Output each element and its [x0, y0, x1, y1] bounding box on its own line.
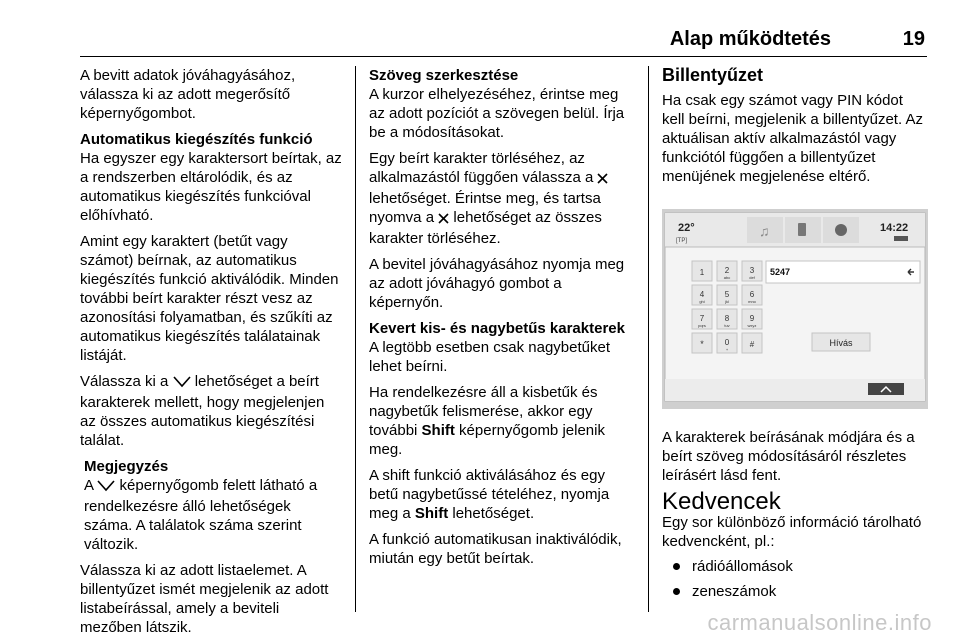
key-digit: 7	[699, 314, 705, 323]
column-divider	[355, 66, 356, 612]
paragraph: A karakterek beírásának módjára és a beírt szöveg módosításáról részletes leírásért lásd fent.	[662, 429, 915, 484]
key-digit: 5	[724, 290, 730, 299]
key-digit: #	[749, 340, 755, 349]
phone-icon	[798, 223, 806, 236]
column-right	[662, 66, 928, 601]
clock-readout: 14:22	[880, 222, 909, 234]
key-digit: 2	[724, 266, 730, 275]
favorites-heading: Kedvencek	[662, 488, 781, 515]
keypad-screen-image	[662, 209, 928, 409]
note-text: A képernyőgomb felett látható a rendelkezésre álló lehetőségek száma. A találatok száma szerint változik.	[84, 477, 318, 553]
info-icon	[835, 224, 847, 236]
key-digit: 3	[749, 266, 755, 275]
key-digit: *	[700, 339, 704, 349]
key-letters: jkl	[725, 299, 729, 304]
chevron-down-icon	[173, 374, 191, 393]
paragraph: A legtöbb esetben csak nagybetűket lehet beírni.	[369, 339, 611, 375]
note-title: Megjegyzés	[84, 458, 169, 475]
tp-label: [TP]	[676, 238, 688, 244]
shift-label: Shift	[414, 505, 449, 522]
paragraph: A bevitel jóváhagyásához nyomja meg az adott jóváhagyó gombot a képernyőn.	[369, 256, 625, 311]
column-divider	[648, 66, 649, 612]
paragraph: Egy beírt karakter törléséhez, az alkalmazástól függően válassza a lehetőséget. Érintse meg, és tartsa nyomva a lehetőséget az összes karakter törléséhez.	[369, 149, 635, 248]
key-letters: pqrs	[698, 323, 706, 328]
paragraph: A funkció automatikusan inaktiválódik, miután egy betűt beírtak.	[369, 531, 622, 567]
paragraph: Válassza ki az adott listaelemet. A billentyűzet ismét megjelenik az adott listabeírással, amely a beviteli mezőben látszik.	[80, 562, 329, 636]
paragraph: Ha egyszer egy karaktersort beírtak, az a rendszerben eltárolódik, és az automatikus kiegészítés funkcióval előhívható.	[80, 150, 342, 224]
call-button-label: Hívás	[829, 338, 853, 348]
autocomplete-heading: Automatikus kiegészítés funkció	[80, 131, 313, 148]
note-box	[84, 457, 342, 554]
paragraph: Amint egy karaktert (betűt vagy számot) beírnak, az automatikus kiegészítés funkció aktiválódik. Minden további beírt karakter részt vesz az azonosítási folyamatban, és szűkíti az automatikus kiegészítés találatainak listáját.	[80, 233, 339, 364]
key-digit: 8	[724, 314, 730, 323]
key-letters: abc	[723, 275, 731, 280]
watermark: carmanualsonline.info	[707, 610, 932, 635]
battery-icon	[894, 236, 908, 241]
page-header	[80, 26, 927, 57]
shift-label: Shift	[421, 422, 455, 439]
key-digit: 1	[699, 268, 705, 277]
paragraph: A shift funkció aktiválásához és egy betű nagybetűssé tételéhez, nyomja meg a Shift lehetőséget.	[369, 467, 610, 522]
key-digit: 6	[749, 290, 755, 299]
mixed-case-heading: Kevert kis- és nagybetűs karakterek	[369, 320, 625, 337]
chevron-down-icon	[97, 478, 115, 497]
paragraph: A bevitt adatok jóváhagyásához, válassza ki az adott megerősítő képernyőgombot.	[80, 67, 296, 122]
chevron-up-button	[868, 383, 904, 395]
paragraph: A kurzor elhelyezéséhez, érintse meg az adott pozíciót a szövegen belül. Írja be a módosításokat.	[369, 86, 625, 141]
keyboard-heading: Billentyűzet	[662, 65, 764, 85]
close-icon	[438, 210, 449, 229]
paragraph: Válassza ki a lehetőséget a beírt karakterek mellett, hogy megjelenjen az összes automatikus kiegészítési találat.	[80, 373, 325, 449]
paragraph: Ha rendelkezésre áll a kisbetűk és nagybetűk felismerése, akkor egy további Shift képernyőgomb jelenik meg.	[369, 384, 605, 458]
column-middle	[369, 66, 635, 575]
key-letters: ghi	[699, 299, 705, 304]
key-letters: wxyz	[747, 323, 757, 328]
temperature-readout: 22°	[678, 222, 695, 234]
key-letters: mno	[748, 299, 756, 304]
key-digit: 0	[724, 338, 730, 347]
paragraph: Egy sor különböző információ tárolható kedvencként, pl.:	[662, 514, 922, 550]
number-input-value: 5247	[770, 267, 791, 277]
page-title: Alap működtetés	[669, 28, 831, 50]
key-letters: tuv	[724, 323, 730, 328]
key-letters: def	[749, 275, 755, 280]
key-digit: 4	[699, 290, 705, 299]
list-item: rádióállomások	[662, 557, 928, 576]
close-icon	[597, 170, 608, 189]
paragraph: Ha csak egy számot vagy PIN kódot kell beírni, megjelenik a billentyűzet. Az aktuálisan aktív alkalmazástól vagy funkciótól függően a billentyűzet menüjének megjelenése eltérő.	[662, 92, 923, 185]
key-letters: +	[725, 347, 729, 352]
list-item: zeneszámok	[662, 582, 928, 601]
page-number: 19	[902, 28, 925, 50]
key-digit: 9	[749, 314, 755, 323]
favorites-list	[662, 557, 928, 601]
column-left	[80, 66, 342, 644]
edit-text-heading: Szöveg szerkesztése	[369, 67, 519, 84]
music-icon: ♫	[759, 223, 770, 239]
